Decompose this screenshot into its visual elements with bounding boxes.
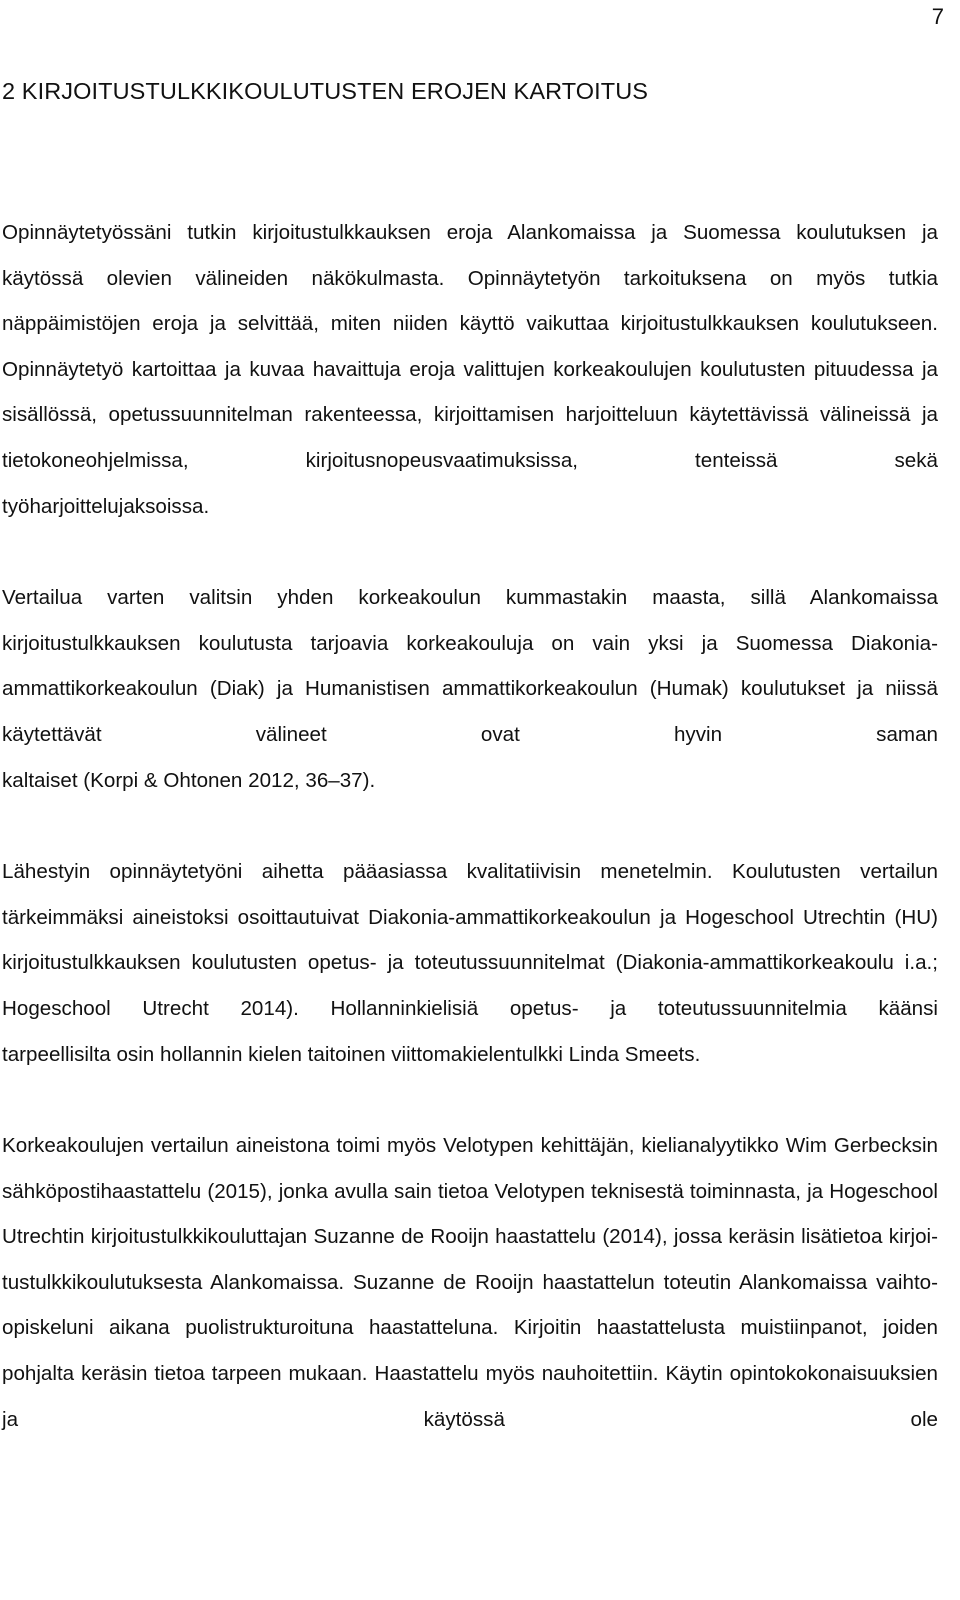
paragraph-last-line: työharjoittelujaksoissa. [2,494,210,518]
paragraph-text: Opinnäytetyössäni tutkin kirjoitustulkkauksen eroja Alankomaissa ja Suomessa koulutuksen ja käytössä olevien välineiden näkökulmasta. Opinnäytetyön tarkoituksena on myös tutkia näppäimistöjen eroja ja selvittää, miten niiden käyttö vaikuttaa kirjoitustulkkauksen koulutukseen. Opinnäytetyö kartoittaa ja kuvaa havaittuja eroja valittujen korkeakoulujen koulutusten pituudessa ja sisällössä, opetussuunnitelman rakenteessa, kirjoittamisen harjoitteluun käytettävissä välineissä ja tietokoneohjelmissa, kirjoitusnopeusvaatimuksissa, tenteissä sekä [2,221,938,472]
paragraph-last-line: kaltaiset (Korpi & Ohtonen 2012, 36–37). [2,768,376,792]
paragraph-text: Lähestyin opinnäytetyöni aihetta pääasiassa kvalitatiivisin menetelmin. Koulutusten vertailun tärkeimmäksi aineistoksi osoittautuivat Diakonia-ammattikorkeakoulun ja Hogeschool Utrechtin (HU) kirjoitustulkkauksen koulutusten opetus- ja toteutussuunnitelmat (Diakonia-ammattikorkeakoulu i.a.; Hogeschool Utrecht 2014). Hollanninkielisiä opetus- ja toteutussuunnitelmia käänsi [2,860,938,1020]
paragraph-last-line: tarpeellisilta osin hollannin kielen taitoinen viittomakielentulkki Linda Smeets. [2,1042,701,1066]
paragraph [2,849,938,1077]
body-text [2,210,938,1442]
paragraph-text: Vertailua varten valitsin yhden korkeakoulun kummastakin maasta, sillä Alankomaissa kirjoitustulkkauksen koulutusta tarjoavia korkeakouluja on vain yksi ja Suomessa Diakonia-ammattikorkeakoulun (Diak) ja Humanistisen ammattikorkeakoulun (Humak) koulutukset ja niissä käytettävät välineet ovat hyvin saman [2,586,938,746]
page-number: 7 [931,4,944,29]
paragraph [2,575,938,803]
paragraph-text: Korkeakoulujen vertailun aineistona toimi myös Velotypen kehittäjän, kielianalyytikko Wim Gerbecksin sähköpostihaastattelu (2015), jonka avulla sain tietoa Velotypen teknisestä toiminnasta, ja Hogeschool Utrechtin kirjoitustulkkikouluttajan Suzanne de Rooijn haastattelu (2014), jossa keräsin lisätietoa kirjoitustulkkikoulutuksesta Alankomaissa. Suzanne de Rooijn haastattelun toteutin Alankomaissa vaihto-opiskeluni aikana puolistrukturoituna haastatteluna. Kirjoitin haastattelusta muistiinpanot, joiden pohjalta keräsin tietoa tarpeen mukaan. Haastattelu myös nauhoitettiin. Käytin opintokokonaisuuksien ja käytössä ole [2,1134,938,1431]
paragraph [2,1123,938,1442]
paragraph [2,210,938,529]
chapter-heading: 2 KIRJOITUSTULKKIKOULUTUSTEN EROJEN KARTOITUS [2,78,649,104]
